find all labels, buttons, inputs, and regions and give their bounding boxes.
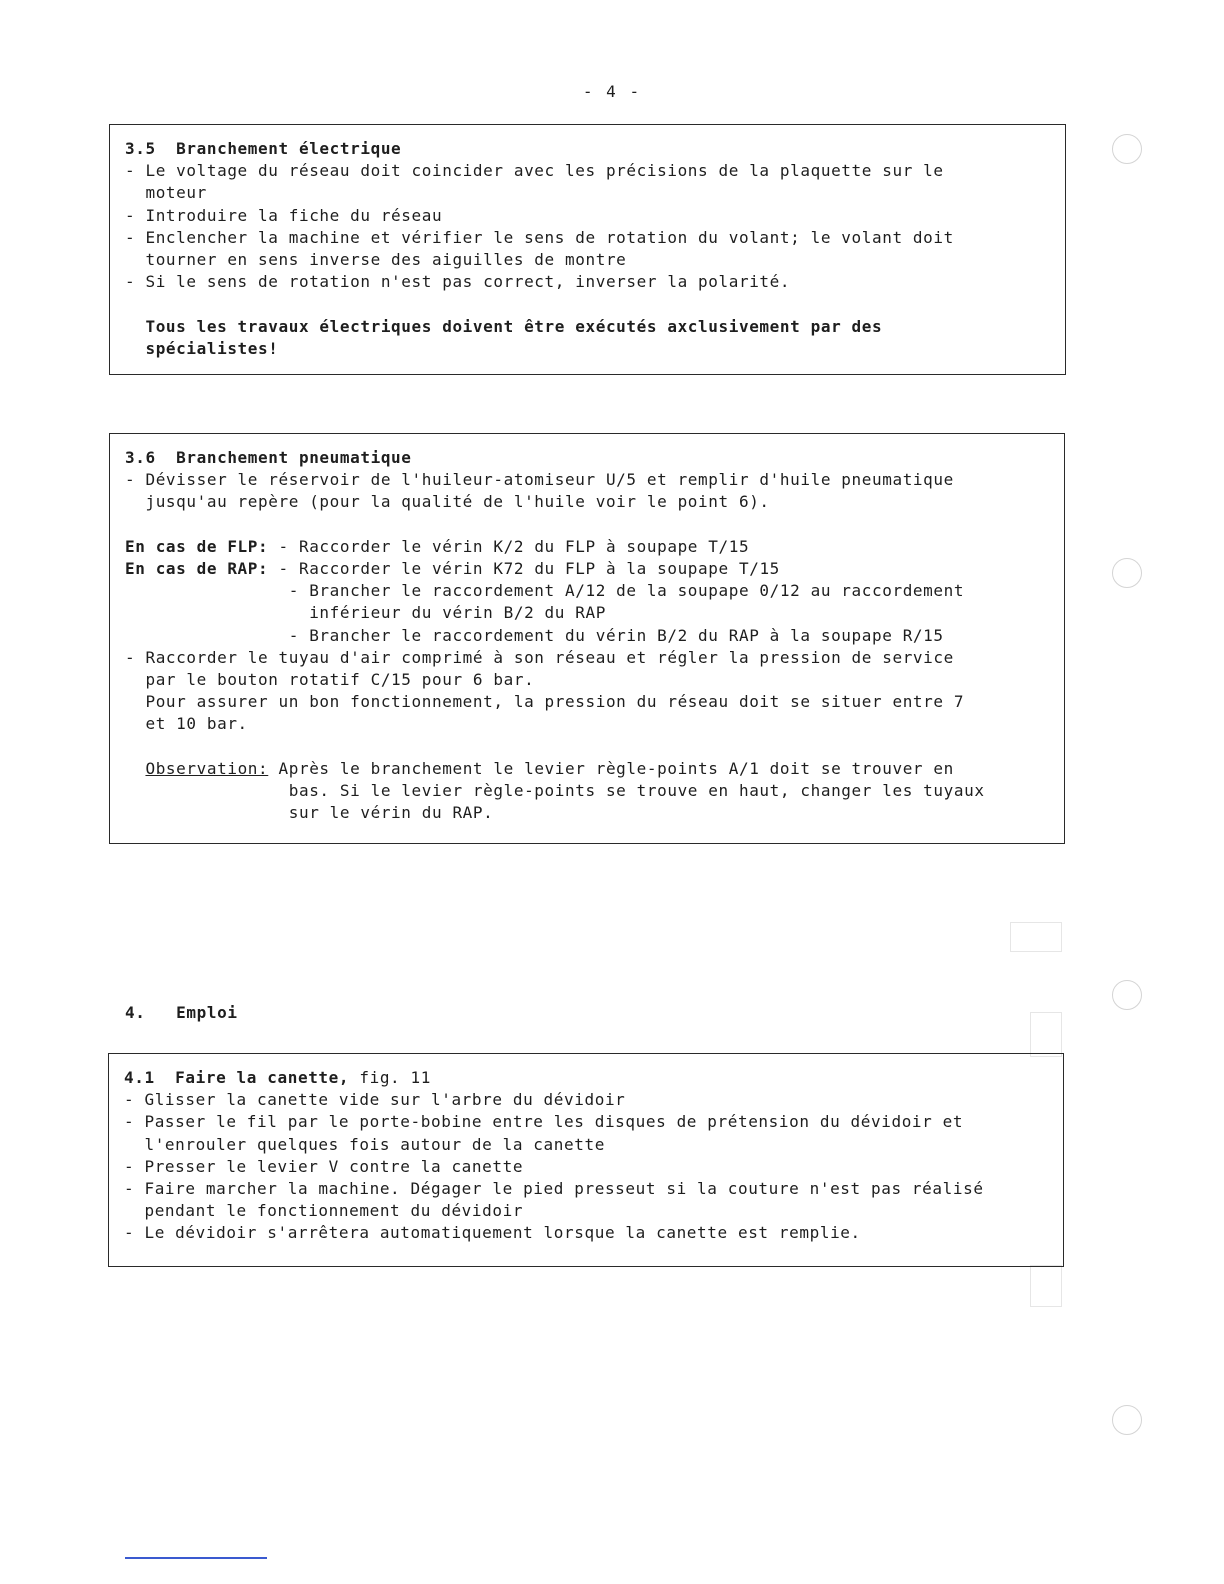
show-through-box <box>1030 1265 1062 1307</box>
section-4-1-title-row <box>124 1067 1049 1089</box>
flp-instruction <box>125 536 1050 558</box>
section-4-1-figure-ref: fig. 11 <box>349 1068 431 1087</box>
section-4-1-line: - Glisser la canette vide sur l'arbre du dévidoir <box>124 1090 626 1110</box>
rap-text: - Raccorder le vérin K72 du FLP à la soupape T/15 <box>268 559 780 578</box>
observation-line: sur le vérin du RAP. <box>125 803 494 823</box>
section-3-5-line: - Introduire la fiche du réseau <box>125 205 443 225</box>
section-4-1-line: l'enrouler quelques fois autour de la canette <box>124 1134 605 1154</box>
section-3-5-content <box>125 138 1051 360</box>
section-3-5-title: 3.5 Branchement électrique <box>125 139 402 158</box>
section-3-5-line: - Si le sens de rotation n'est pas correct, inverser la polarité. <box>125 272 791 292</box>
section-4-1-line: - Le dévidoir s'arrêtera automatiquement lorsque la canette est remplie. <box>124 1223 861 1243</box>
section-3-5-line: - Enclencher la machine et vérifier le sens de rotation du volant; le volant doit <box>125 227 954 247</box>
flp-text: - Raccorder le vérin K/2 du FLP à soupape T/15 <box>268 536 750 556</box>
section-4-1-title: 4.1 Faire la canette, <box>124 1068 350 1087</box>
flp-label: En cas de FLP: <box>125 536 269 556</box>
section-pneumatic-connection <box>109 433 1065 844</box>
section-electrical-connection <box>109 124 1066 375</box>
observation-text: Après le branchement le levier règle-points A/1 doit se trouver en <box>268 758 954 778</box>
section-3-6-intro-line: - Dévisser le réservoir de l'huileur-atomiseur U/5 et remplir d'huile pneumatique <box>125 470 954 490</box>
section-3-6-tail-line: - Raccorder le tuyau d'air comprimé à son réseau et régler la pression de service <box>125 647 954 667</box>
observation-note <box>125 758 1050 780</box>
section-4-heading: 4. Emploi <box>125 1003 238 1022</box>
page-number: - 4 - <box>582 82 642 101</box>
section-3-5-line <box>125 293 1051 315</box>
section-4-1-line: - Presser le levier V contre la canette <box>124 1156 524 1176</box>
section-bobbin-winding <box>108 1053 1064 1267</box>
show-through-box <box>1010 922 1062 952</box>
binder-hole <box>1112 558 1142 588</box>
section-4-1-line: - Passer le fil par le porte-bobine entre les disques de prétension du dévidoir et <box>124 1112 964 1132</box>
binder-hole <box>1112 1405 1142 1435</box>
section-3-5-line: Tous les travaux électriques doivent être exécutés axclusivement par des <box>125 316 883 336</box>
observation-label: Observation: <box>145 758 269 778</box>
rap-label: En cas de RAP: <box>125 559 269 578</box>
section-4-1-line: - Faire marcher la machine. Dégager le pied presseut si la couture n'est pas réalisé <box>124 1179 984 1199</box>
section-3-5-line: spécialistes! <box>125 338 279 358</box>
section-3-5-line: - Le voltage du réseau doit coincider avec les précisions de la plaquette sur le <box>125 161 944 181</box>
rap-instruction-line: - Brancher le raccordement A/12 de la soupape 0/12 au raccordement <box>125 581 965 601</box>
show-through-box <box>1030 1012 1062 1057</box>
section-3-6-intro-line: jusqu'au repère (pour la qualité de l'huile voir le point 6). <box>125 492 770 512</box>
section-3-5-line: tourner en sens inverse des aiguilles de montre <box>125 250 627 270</box>
section-4-1-line: pendant le fonctionnement du dévidoir <box>124 1201 524 1221</box>
rap-instruction <box>125 558 1050 580</box>
binder-hole <box>1112 980 1142 1010</box>
rap-instruction-line: - Brancher le raccordement du vérin B/2 du RAP à la soupape R/15 <box>125 625 944 645</box>
section-3-6-tail-line: Pour assurer un bon fonctionnement, la pression du réseau doit se situer entre 7 <box>125 692 965 712</box>
rap-instruction-line: inférieur du vérin B/2 du RAP <box>125 603 606 623</box>
observation-line: bas. Si le levier règle-points se trouve en haut, changer les tuyaux <box>125 781 985 801</box>
section-3-6-tail-line: et 10 bar. <box>125 714 248 734</box>
section-3-5-line: moteur <box>125 183 207 203</box>
section-3-6-title: 3.6 Branchement pneumatique <box>125 448 412 467</box>
bottom-rule <box>125 1557 267 1559</box>
section-3-6-tail-line: par le bouton rotatif C/15 pour 6 bar. <box>125 670 535 690</box>
binder-hole <box>1112 134 1142 164</box>
